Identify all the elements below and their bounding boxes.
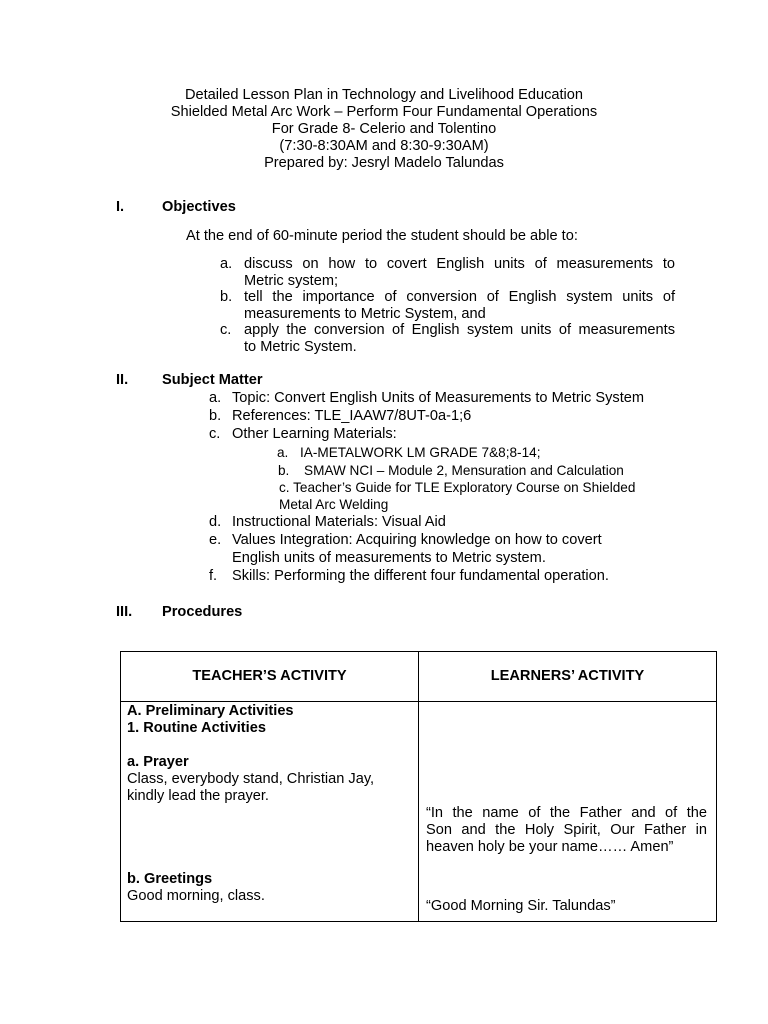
activity-table <box>120 651 717 922</box>
subject-item: Instructional Materials: Visual Aid <box>232 514 446 530</box>
prayer-heading: a. Prayer <box>127 754 189 770</box>
sub-item-letter: b. <box>278 463 290 478</box>
section-title-objectives: Objectives <box>162 199 236 215</box>
sub-item: Metal Arc Welding <box>279 497 389 512</box>
teacher-activity-header: TEACHER’S ACTIVITY <box>121 652 419 702</box>
learners-activity-header: LEARNERS’ ACTIVITY <box>419 652 717 702</box>
objective-item-line: Metric system; <box>244 273 339 289</box>
sub-item: SMAW NCI – Module 2, Mensuration and Calculation <box>304 463 624 478</box>
prayer-instruction: Class, everybody stand, Christian Jay, <box>127 771 375 787</box>
greetings-text: Good morning, class. <box>127 888 265 904</box>
sub-item: IA-METALWORK LM GRADE 7&8;8-14; <box>300 445 541 460</box>
section-numeral-procedures: III. <box>116 604 133 620</box>
objective-item-line: apply the conversion of English system units of measurements <box>244 322 675 338</box>
objective-item-line: tell the importance of conversion of English system units of <box>244 289 675 305</box>
objectives-intro: At the end of 60-minute period the student should be able to: <box>186 228 578 244</box>
subject-item: Other Learning Materials: <box>232 426 397 442</box>
subject-letter: b. <box>209 408 222 424</box>
learners-activity-cell <box>419 702 717 922</box>
preliminary-heading: A. Preliminary Activities <box>127 703 294 719</box>
prayer-instruction: kindly lead the prayer. <box>127 788 269 804</box>
sub-item: c. Teacher’s Guide for TLE Exploratory Course on Shielded <box>279 480 636 495</box>
sub-item-letter: a. <box>277 445 289 460</box>
subject-item: Skills: Performing the different four fundamental operation. <box>232 568 609 584</box>
title-line-2: Shielded Metal Arc Work – Perform Four Fundamental Operations <box>170 104 598 120</box>
title-line-4: (7:30-8:30AM and 8:30-9:30AM) <box>279 138 489 154</box>
title-line-5: Prepared by: Jesryl Madelo Talundas <box>264 155 504 171</box>
routine-heading: 1. Routine Activities <box>127 720 266 736</box>
subject-letter: c. <box>209 426 221 442</box>
subject-item: Values Integration: Acquiring knowledge on how to covert <box>232 532 602 548</box>
subject-letter: e. <box>209 532 222 548</box>
title-line-1: Detailed Lesson Plan in Technology and Livelihood Education <box>184 87 584 103</box>
greetings-heading: b. Greetings <box>127 871 213 887</box>
objective-letter: a. <box>220 256 233 272</box>
subject-item: Topic: Convert English Units of Measurements to Metric System <box>232 390 645 406</box>
section-title-procedures: Procedures <box>162 604 243 620</box>
objective-item-line: discuss on how to covert English units of measurements to <box>244 256 675 272</box>
title-line-3: For Grade 8- Celerio and Tolentino <box>271 121 497 137</box>
objective-item-line: to Metric System. <box>244 339 357 355</box>
teacher-activity-cell <box>121 702 419 922</box>
section-numeral-subject-matter: II. <box>116 372 129 388</box>
objective-item-line: measurements to Metric System, and <box>244 306 486 322</box>
subject-letter: a. <box>209 390 222 406</box>
learner-greeting: “Good Morning Sir. Talundas” <box>426 898 616 914</box>
section-numeral-objectives: I. <box>116 199 125 215</box>
subject-letter: d. <box>209 514 222 530</box>
objective-letter: b. <box>220 289 233 305</box>
table-row <box>121 702 717 922</box>
subject-item: English units of measurements to Metric system. <box>232 550 546 566</box>
learner-prayer-line: heaven holy be your name…… Amen” <box>426 839 674 855</box>
objective-letter: c. <box>220 322 232 338</box>
subject-item: References: TLE_IAAW7/8UT-0a-1;6 <box>232 408 472 424</box>
table-header-row <box>121 652 717 702</box>
learner-prayer-line: “In the name of the Father and of the <box>426 805 707 821</box>
section-title-subject-matter: Subject Matter <box>162 372 263 388</box>
learner-prayer-line: Son and the Holy Spirit, Our Father in <box>426 822 707 838</box>
subject-letter: f. <box>209 568 218 584</box>
